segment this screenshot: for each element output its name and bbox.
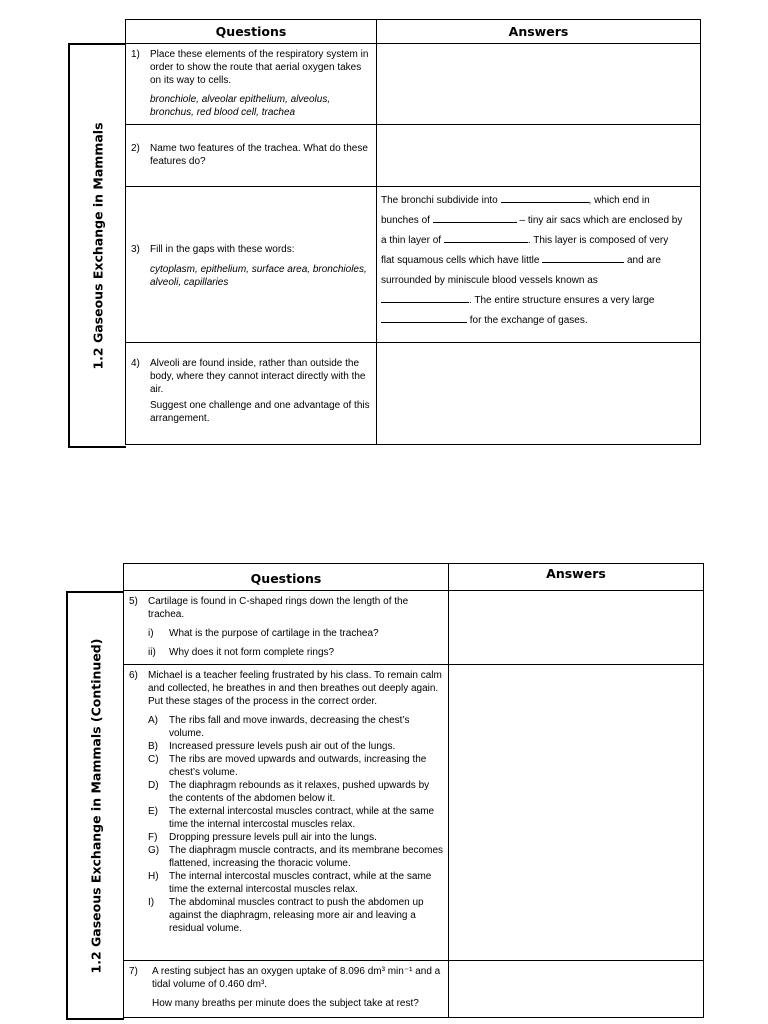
question-text: Name two features of the trachea. What do these features do? (150, 143, 368, 167)
answer-cell-7[interactable] (449, 961, 704, 1018)
answer-cell-5[interactable] (449, 591, 704, 665)
section-side-panel-1 (68, 43, 126, 448)
question-row-6 (124, 665, 704, 961)
option-e: E) The external intercostal muscles contract, while at the same time the internal intercostal muscles relax. (148, 806, 435, 830)
question-row-3 (126, 187, 701, 343)
option-b: B) Increased pressure levels push air out of the lungs. (148, 741, 396, 752)
option-a: A) The ribs fall and move inwards, decreasing the chest’s volume. (148, 715, 410, 739)
answer-cell-6[interactable] (449, 665, 704, 961)
stage-options (148, 714, 444, 935)
question-number: 2) (131, 143, 140, 154)
blank-5[interactable] (381, 292, 469, 303)
answers-header: Answers (449, 564, 704, 591)
blank-4[interactable] (542, 252, 624, 263)
blank-2[interactable] (433, 212, 517, 223)
section-side-panel-2 (66, 591, 124, 1020)
question-text: Cartilage is found in C-shaped rings down the length of the trachea. (148, 596, 409, 620)
question-number: 6) (129, 670, 138, 681)
sub-question-i: i) What is the purpose of cartilage in the trachea? (148, 628, 379, 639)
answer-cell-1[interactable] (377, 44, 701, 125)
questions-header: Questions (124, 564, 449, 591)
question-row-5 (124, 591, 704, 665)
question-number: 3) (131, 244, 140, 255)
question-row-4 (126, 343, 701, 445)
question-text: Fill in the gaps with these words: (150, 244, 295, 255)
question-number: 1) (131, 49, 140, 60)
question-text-2: How many breaths per minute does the subject take at rest? (152, 998, 419, 1009)
question-row-7 (124, 961, 704, 1018)
option-f: F) Dropping pressure levels pull air into the lungs. (148, 832, 377, 843)
option-c: C) The ribs are moved upwards and outwards, increasing the chest’s volume. (148, 754, 427, 778)
questions-table-1 (125, 19, 701, 445)
answer-cell-4[interactable] (377, 343, 701, 445)
question-text-2: Suggest one challenge and one advantage of this arrangement. (150, 400, 370, 424)
word-list: bronchiole, alveolar epithelium, alveolus, bronchus, red blood cell, trachea (150, 94, 331, 118)
questions-header: Questions (126, 20, 377, 44)
blank-6[interactable] (381, 312, 467, 323)
section-label-1: 1.2 Gaseous Exchange in Mammals (90, 121, 106, 370)
blank-3[interactable] (444, 232, 528, 243)
option-h: H) The internal intercostal muscles contract, while at the same time the external intercostal muscles relax. (148, 871, 432, 895)
question-number: 7) (129, 966, 138, 977)
answer-cell-2[interactable] (377, 125, 701, 187)
word-list: cytoplasm, epithelium, surface area, bronchioles, alveoli, capillaries (150, 264, 367, 288)
gap-fill-answer: The bronchi subdivide into , which end in bunches of – tiny air sacs which are enclosed by a thin layer of . This layer is composed of very flat squamous cells which have little and are surrounded by miniscule blood vessels known as . The entire structure ensures a very large for the exchange of gases. (377, 187, 701, 343)
option-g: G) The diaphragm muscle contracts, and its membrane becomes flattened, increasing the thoracic volume. (148, 845, 444, 869)
question-text: Michael is a teacher feeling frustrated by his class. To remain calm and collected, he breathes in and then breathes out deeply again. Put these stages of the process in the correct order. (148, 670, 442, 707)
question-text: A resting subject has an oxygen uptake of 8.096 dm³ min⁻¹ and a tidal volume of 0.460 dm³. (152, 966, 441, 990)
option-i: I) The abdominal muscles contract to push the abdomen up against the diaphragm, releasing more air and leaving a residual volume. (148, 897, 424, 934)
option-d: D) The diaphragm rebounds as it relaxes, pushed upwards by the contents of the abdomen below it. (148, 780, 430, 804)
question-row-2 (126, 125, 701, 187)
question-number: 5) (129, 596, 138, 607)
section-label-2: 1.2 Gaseous Exchange in Mammals (Continued) (88, 638, 104, 973)
question-number: 4) (131, 358, 140, 369)
question-text: Alveoli are found inside, rather than outside the body, where they cannot interact directly with the air. (150, 358, 366, 395)
question-row-1 (126, 44, 701, 125)
blank-1[interactable] (501, 192, 589, 203)
answers-header: Answers (377, 20, 701, 44)
sub-question-ii: ii) Why does it not form complete rings? (148, 647, 335, 658)
questions-table-2 (123, 563, 704, 1018)
question-text: Place these elements of the respiratory system in order to show the route that aerial oxygen takes on its way to cells. (150, 49, 369, 86)
